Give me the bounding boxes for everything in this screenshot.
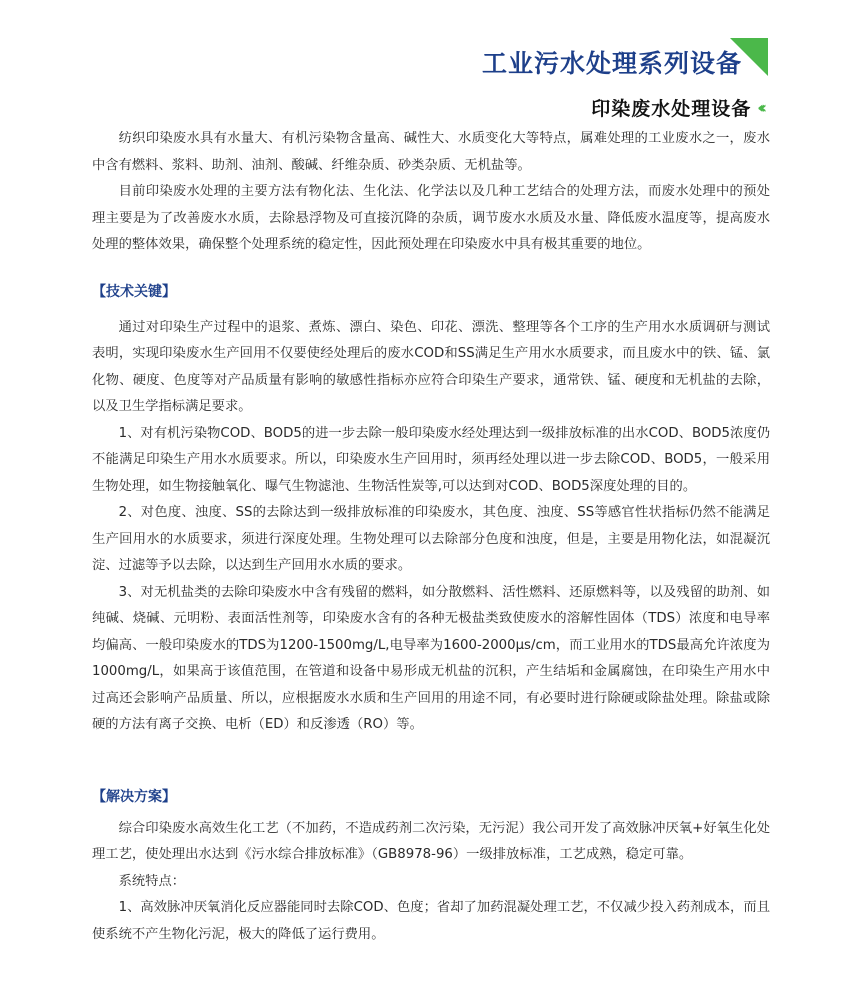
tech-paragraph: 3、对无机盐类的去除印染废水中含有残留的燃料，如分散燃料、活性燃料、还原燃料等，以及残留的助剂、如纯碱、烧碱、元明粉、表面活性剂等，印染废水含有的各种无极盐类致使废水的溶解性固体（TDS）浓度和电导率均偏高、一般印染废水的TDS为1200-1500mg/L,电导率为1600-2000μs/cm，而工业用水的TDS最高允许浓度为1000mg/L，如果高于该值范围，在管道和设备中易形成无机盐的沉积，产生结垢和金属腐蚀，在印染生产用水中过高还会影响产品质量、所以，应根据废水水质和生产回用的用途不同，有必要时进行除硬或除盐处理。除盐或除硬的方法有离子交换、电析（ED）和反渗透（RO）等。 — [92, 584, 770, 732]
tech-section-heading: 【技术关键】 — [92, 283, 176, 300]
solution-paragraph: 1、高效脉冲厌氧消化反应器能同时去除COD、色度；省却了加药混凝处理工艺，不仅减少投入药剂成本，而且使系统不产生物化污泥，极大的降低了运行费用。 — [92, 900, 770, 942]
intro-paragraph: 目前印染废水处理的主要方法有物化法、生化法、化学法以及几种工艺结合的处理方法，而废水处理中的预处理主要是为了改善废水水质，去除悬浮物及可直接沉降的杂质，调节废水水质及水量、降低废水温度等，提高废水处理的整体效果，确保整个处理系统的稳定性，因此预处理在印染废水中具有极其重要的地位。 — [92, 184, 770, 252]
solution-paragraph: 综合印染废水高效生化工艺（不加药，不造成药剂二次污染，无污泥）我公司开发了高效脉冲厌氧+好氧生化处理工艺，使处理出水达到《污水综合排放标准》（GB8978-96）一级排放标准，工艺成熟，稳定可靠。 — [92, 820, 770, 862]
solution-section-heading: 【解决方案】 — [92, 788, 176, 805]
series-title: 工业污水处理系列设备 — [481, 49, 742, 78]
tech-paragraph: 通过对印染生产过程中的退浆、煮炼、漂白、染色、印花、漂洗、整理等各个工序的生产用水水质调研与测试表明，实现印染废水生产回用不仅要使经处理后的废水COD和SS满足生产用水水质要求，而且废水中的铁、锰、氯化物、硬度、色度等对产品质量有影响的敏感性指标亦应符合印染生产要求，通常铁、锰、硬度和无机盐的去除，以及卫生学指标满足要求。 — [92, 319, 770, 414]
article-body — [92, 126, 770, 948]
sub-title-text: 印染废水处理设备 — [591, 98, 752, 120]
tech-paragraph: 2、对色度、浊度、SS的去除达到一级排放标准的印染废水，其色度、浊度、SS等感官性状指标仍然不能满足生产回用水的水质要求，须进行深度处理。生物处理可以去除部分色度和浊度，但是，主要是用物化法，如混凝沉淀、过滤等予以去除，以达到生产回用水水质的要求。 — [92, 505, 770, 573]
intro-paragraph: 纺织印染废水具有水量大、有机污染物含量高、碱性大、水质变化大等特点，属难处理的工业废水之一，废水中含有燃料、浆料、助剂、油剂、酸碱、纤维杂质、砂类杂质、无机盐等。 — [92, 131, 770, 173]
tech-paragraph: 1、对有机污染物COD、BOD5的进一步去除一般印染废水经处理达到一级排放标准的出水COD、BOD5浓度仍不能满足印染生产用水水质要求。所以，印染废水生产回用时，须再经处理以进一步去除COD、BOD5，一般采用生物处理，如生物接触氧化、曝气生物滤池、生物活性炭等,可以达到对COD、BOD5深度处理的目的。 — [92, 425, 770, 494]
chevron-left-icon: ‹‹‹ — [757, 97, 762, 117]
sub-title — [591, 94, 762, 121]
solution-paragraph: 系统特点： — [118, 873, 186, 889]
